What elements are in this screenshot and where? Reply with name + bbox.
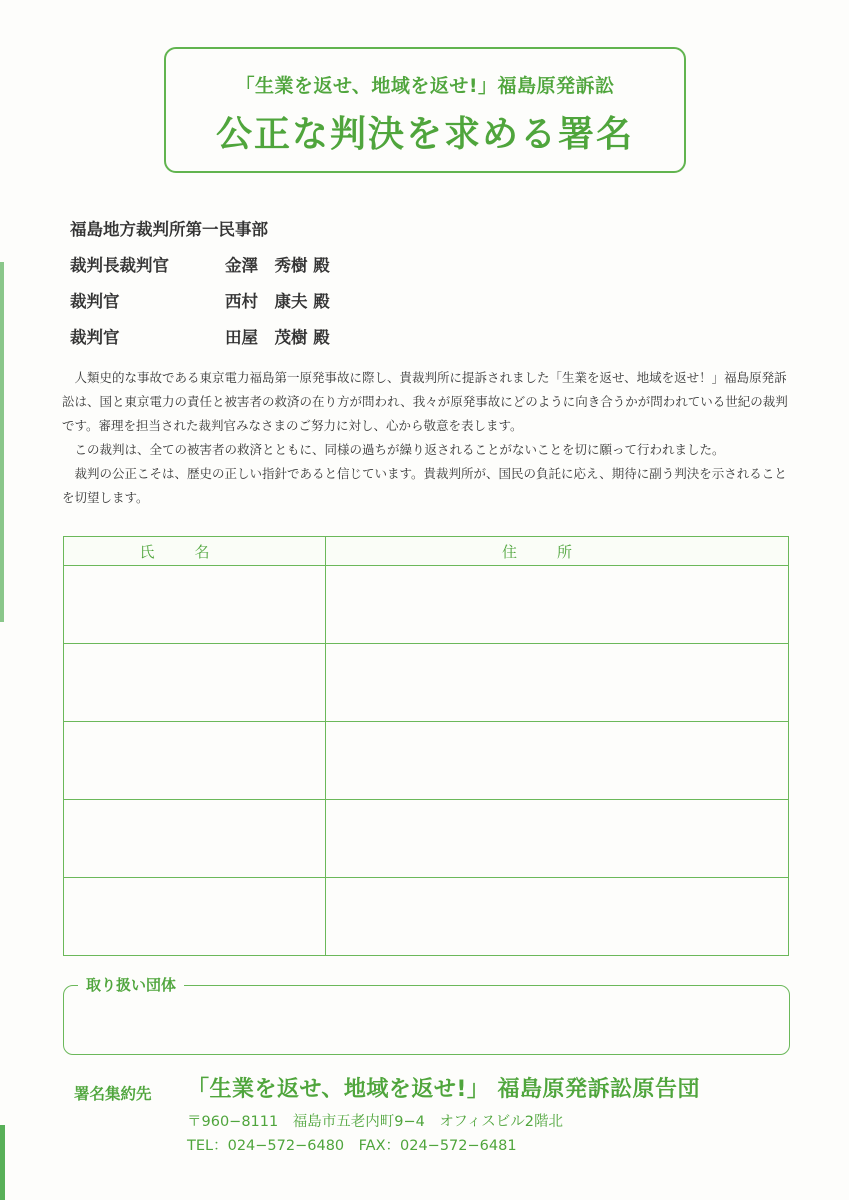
addressee-line (70, 320, 330, 356)
address-cell[interactable] (326, 566, 789, 644)
edge-mark (0, 1125, 5, 1200)
address-cell[interactable] (326, 878, 789, 956)
address-column-header: 住所 (326, 537, 789, 566)
addressee-line (70, 212, 330, 248)
addressee-role: 裁判長裁判官 (70, 256, 169, 275)
signature-row (64, 722, 789, 800)
collection-organization: 「生業を返せ、地域を返せ!」 福島原発訴訟原告団 (187, 1077, 701, 1102)
handling-organization-label: 取り扱い団体 (78, 974, 184, 995)
petition-body (62, 366, 792, 510)
name-cell[interactable] (64, 566, 326, 644)
table-header-row (64, 537, 789, 566)
name-cell[interactable] (64, 800, 326, 878)
collection-label: 署名集約先 (74, 1085, 152, 1103)
document-title: 公正な判決を求める署名 (215, 114, 634, 155)
addressee-name: 金澤 秀樹 殿 (225, 256, 330, 275)
collection-contact: TEL：024−572−6480 FAX：024−572−6481 (187, 1138, 517, 1154)
addressee-line (70, 248, 330, 284)
name-cell[interactable] (64, 878, 326, 956)
body-paragraph: この裁判は、全ての被害者の救済とともに、同様の過ちが繰り返されることがないことを切に願って行われました。 (74, 442, 725, 457)
court-name: 福島地方裁判所第一民事部 (70, 220, 268, 239)
address-cell[interactable] (326, 644, 789, 722)
signature-row (64, 878, 789, 956)
addressee-list (70, 212, 330, 356)
name-column-header: 氏名 (64, 537, 326, 566)
addressee-role: 裁判官 (70, 328, 120, 347)
title-box (164, 47, 686, 173)
address-cell[interactable] (326, 722, 789, 800)
addressee-line (70, 284, 330, 320)
body-paragraph: 人類史的な事故である東京電力福島第一原発事故に際し、貴裁判所に提訴されました「生業を返せ、地域を返せ！」福島原発訴訟は、国と東京電力の責任と被害者の救済の在り方が問われ、我々が原発事故にどのように向き合うかが問われている世紀の裁判です。審理を担当された裁判官みなさまのご努力に対し、心から敬意を表します。 (62, 370, 788, 433)
collection-address: 〒960−8111 福島市五老内町9−4 オフィスビル2階北 (187, 1114, 563, 1130)
addressee-name: 田屋 茂樹 殿 (225, 328, 330, 347)
signature-row (64, 566, 789, 644)
name-cell[interactable] (64, 644, 326, 722)
signature-table (63, 536, 789, 956)
body-paragraph: 裁判の公正こそは、歴史の正しい指針であると信じています。貴裁判所が、国民の負託に応え、期待に副う判決を示されることを切望します。 (62, 466, 787, 505)
addressee-role: 裁判官 (70, 292, 120, 311)
signature-row (64, 800, 789, 878)
address-cell[interactable] (326, 800, 789, 878)
document-subtitle: 「生業を返せ、地域を返せ!」福島原発訴訟 (235, 75, 615, 97)
handling-organization-box[interactable] (63, 985, 790, 1055)
name-cell[interactable] (64, 722, 326, 800)
edge-mark (0, 262, 4, 622)
addressee-name: 西村 康夫 殿 (225, 292, 330, 311)
signature-row (64, 644, 789, 722)
